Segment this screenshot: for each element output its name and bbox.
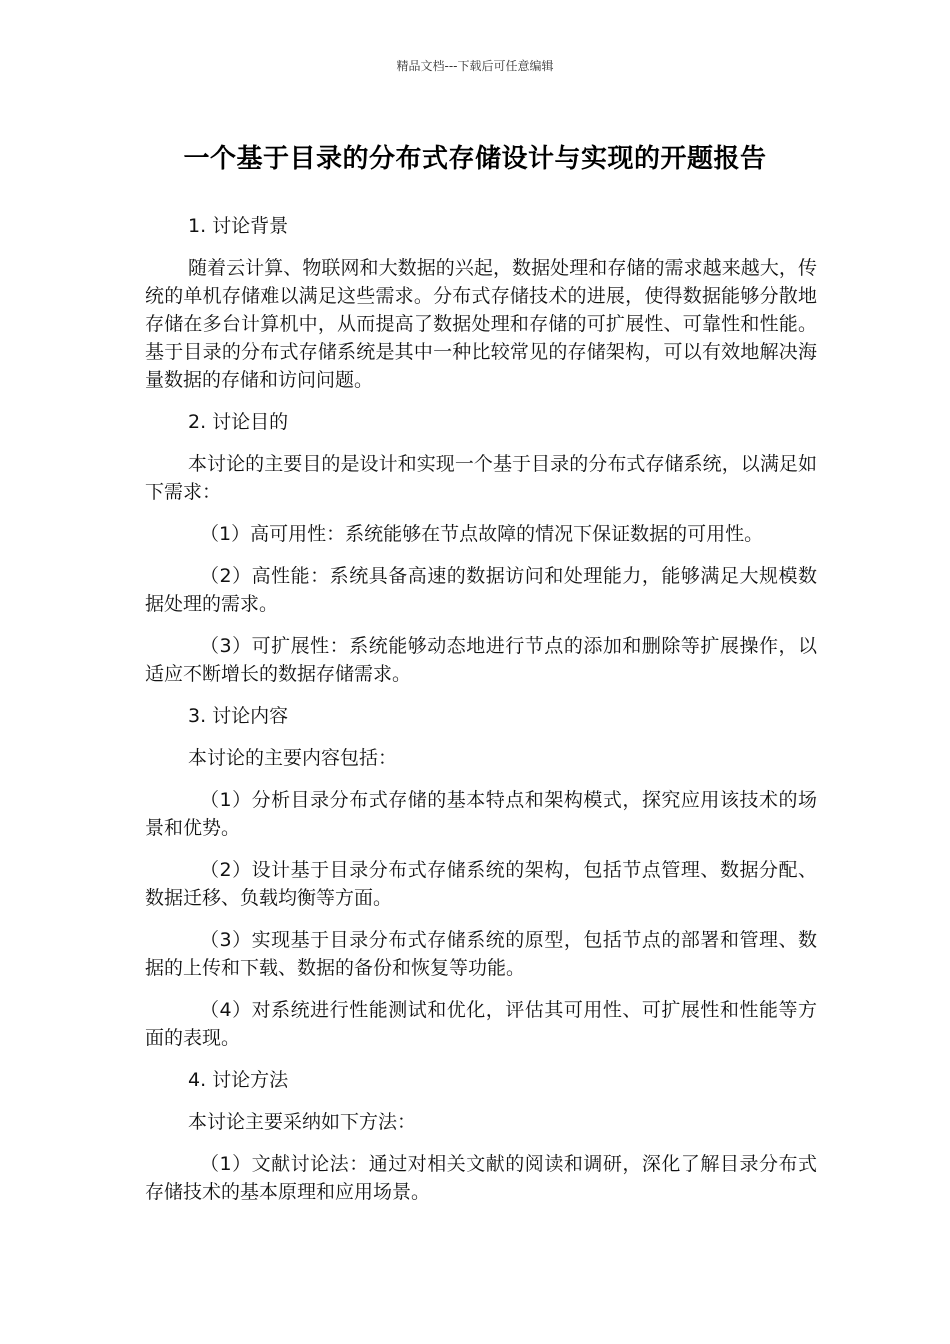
list-item: （3）实现基于目录分布式存储系统的原型，包括节点的部署和管理、数据的上传和下载、数据的备份和恢复等功能。 bbox=[145, 929, 817, 979]
section-heading-background: 1. 讨论背景 bbox=[188, 215, 289, 237]
list-item: （1）文献讨论法：通过对相关文献的阅读和调研，深化了解目录分布式存储技术的基本原理和应用场景。 bbox=[145, 1153, 817, 1203]
section-paragraph-purpose: 本讨论的主要目的是设计和实现一个基于目录的分布式存储系统，以满足如下需求： bbox=[145, 453, 817, 503]
section-heading-purpose: 2. 讨论目的 bbox=[188, 411, 289, 433]
section-paragraph-content: 本讨论的主要内容包括： bbox=[188, 747, 398, 769]
document-title: 一个基于目录的分布式存储设计与实现的开题报告 bbox=[183, 144, 767, 174]
section-heading-content: 3. 讨论内容 bbox=[188, 705, 289, 727]
section-paragraph-method: 本讨论主要采纳如下方法： bbox=[188, 1111, 417, 1133]
list-item: （4）对系统进行性能测试和优化，评估其可用性、可扩展性和性能等方面的表现。 bbox=[145, 999, 817, 1049]
list-item: （2）设计基于目录分布式存储系统的架构，包括节点管理、数据分配、数据迁移、负载均衡等方面。 bbox=[145, 859, 817, 909]
page-header: 精品文档---下载后可任意编辑 bbox=[396, 59, 554, 73]
list-item: （1）分析目录分布式存储的基本特点和架构模式，探究应用该技术的场景和优势。 bbox=[145, 789, 817, 839]
section-heading-method: 4. 讨论方法 bbox=[188, 1069, 289, 1091]
list-item: （3）可扩展性：系统能够动态地进行节点的添加和删除等扩展操作，以适应不断增长的数据存储需求。 bbox=[145, 635, 817, 685]
document-body bbox=[145, 212, 817, 1220]
section-paragraph-background: 随着云计算、物联网和大数据的兴起，数据处理和存储的需求越来越大，传统的单机存储难以满足这些需求。分布式存储技术的进展，使得数据能够分散地存储在多台计算机中，从而提高了数据处理和存储的可扩展性、可靠性和性能。基于目录的分布式存储系统是其中一种比较常见的存储架构，可以有效地解决海量数据的存储和访问问题。 bbox=[145, 257, 817, 391]
list-item: （1）高可用性：系统能够在节点故障的情况下保证数据的可用性。 bbox=[200, 523, 764, 545]
list-item: （2）高性能：系统具备高速的数据访问和处理能力，能够满足大规模数据处理的需求。 bbox=[145, 565, 817, 615]
